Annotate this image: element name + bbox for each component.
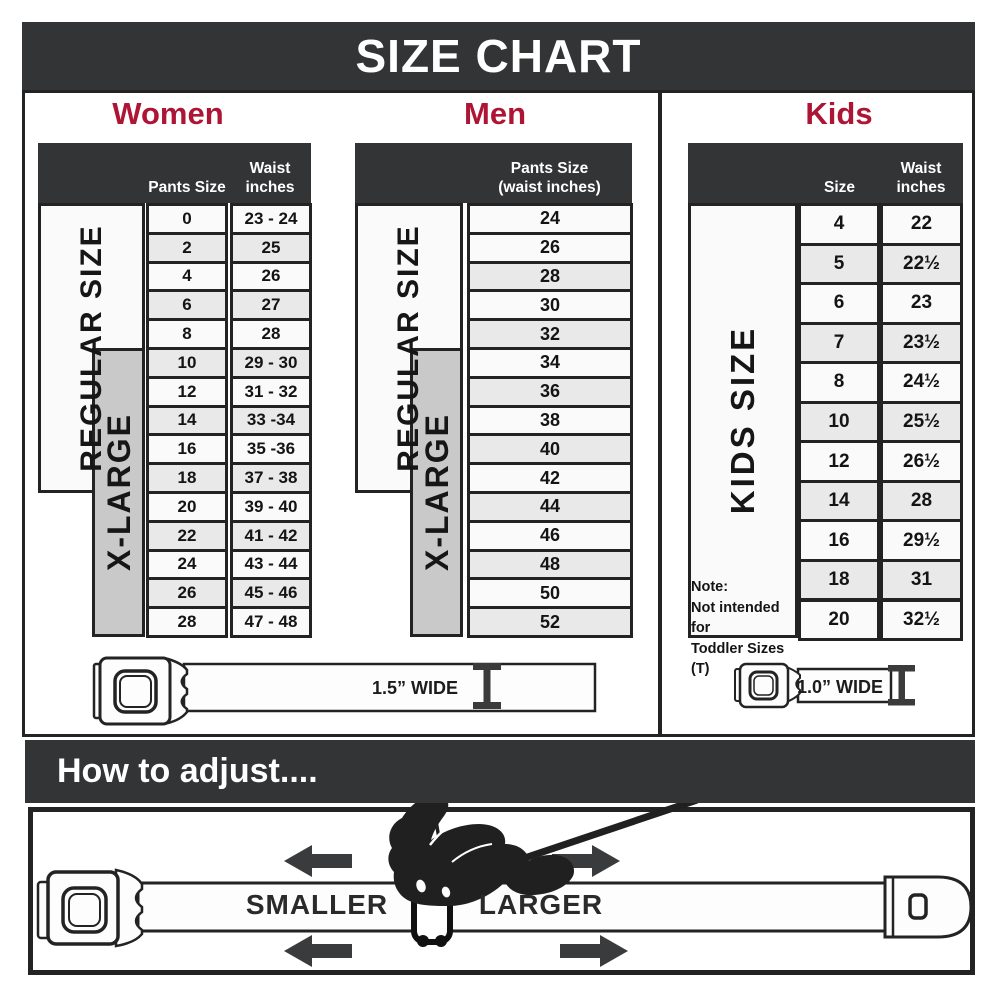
larger-label: LARGER bbox=[478, 889, 604, 920]
women-table-cell: 47 - 48 bbox=[230, 606, 312, 638]
men-regular-size-label: REGULAR SIZE bbox=[392, 224, 425, 472]
women-table-cell: 10 bbox=[146, 347, 228, 379]
adjust-belt-illustration bbox=[38, 795, 971, 967]
header-line: (waist inches) bbox=[498, 179, 601, 196]
kids-table-cell: 23 bbox=[880, 282, 963, 325]
kids-table-cell: 32½ bbox=[880, 599, 963, 642]
women-xlarge-label: X-LARGE bbox=[100, 413, 137, 571]
women-table-cell: 29 - 30 bbox=[230, 347, 312, 379]
men-table-cell: 32 bbox=[467, 318, 633, 350]
women-table-cell: 26 bbox=[230, 261, 312, 293]
note-line: Note: bbox=[691, 579, 729, 595]
arrow-left-icon bbox=[284, 935, 352, 967]
women-table-cell: 31 - 32 bbox=[230, 376, 312, 408]
women-table-cell: 20 bbox=[146, 491, 228, 523]
men-heading: Men bbox=[464, 96, 526, 131]
kids-heading: Kids bbox=[805, 96, 873, 131]
men-table-cell: 50 bbox=[467, 577, 633, 609]
women-table-cell: 12 bbox=[146, 376, 228, 408]
kids-table-cell: 29½ bbox=[880, 519, 963, 562]
kids-table-cell: 22½ bbox=[880, 243, 963, 286]
women-table-cell: 37 - 38 bbox=[230, 462, 312, 494]
kids-table-cell: 12 bbox=[798, 440, 880, 483]
belt-tip bbox=[885, 877, 971, 937]
kids-table-cell: 31 bbox=[880, 559, 963, 602]
women-table-cell: 45 - 46 bbox=[230, 577, 312, 609]
kids-table-cell: 20 bbox=[798, 599, 880, 642]
slider-foot bbox=[417, 935, 429, 947]
men-table-cell: 26 bbox=[467, 232, 633, 264]
women-table-cell: 41 - 42 bbox=[230, 520, 312, 552]
header-line: inches bbox=[896, 179, 946, 196]
men-table-cell: 52 bbox=[467, 606, 633, 638]
men-table-cell: 28 bbox=[467, 261, 633, 293]
note-line: Toddler Sizes (T) bbox=[691, 640, 785, 678]
women-table-cell: 22 bbox=[146, 520, 228, 552]
kids-table-cell: 6 bbox=[798, 282, 880, 325]
adult-belt-illustration bbox=[94, 658, 595, 724]
women-table-cell: 35 -36 bbox=[230, 433, 312, 465]
women-table-cell: 23 - 24 bbox=[230, 203, 312, 235]
women-table-cell: 8 bbox=[146, 318, 228, 350]
kids-table-cell: 4 bbox=[798, 203, 880, 246]
men-table-cell: 48 bbox=[467, 549, 633, 581]
header-line: Waist bbox=[249, 160, 291, 177]
women-table-cell: 28 bbox=[146, 606, 228, 638]
women-heading: Women bbox=[112, 96, 224, 131]
kids-size-column-header: Size bbox=[823, 179, 855, 196]
kids-table-cell: 28 bbox=[880, 480, 963, 523]
kids-table-cell: 10 bbox=[798, 401, 880, 444]
women-table-cell: 25 bbox=[230, 232, 312, 264]
men-table-cell: 44 bbox=[467, 491, 633, 523]
buckle-tongue bbox=[116, 870, 142, 946]
men-table-cell: 46 bbox=[467, 520, 633, 552]
men-xlarge-label: X-LARGE bbox=[418, 413, 455, 571]
men-table-cell: 36 bbox=[467, 376, 633, 408]
header-line: Pants Size bbox=[510, 160, 589, 177]
women-table-cell: 39 - 40 bbox=[230, 491, 312, 523]
buckle-button-inner bbox=[69, 894, 100, 926]
women-table-cell: 2 bbox=[146, 232, 228, 264]
kids-table-cell: 14 bbox=[798, 480, 880, 523]
men-table-cell: 34 bbox=[467, 347, 633, 379]
kids-belt-width-label: 1.0” WIDE bbox=[796, 677, 884, 697]
kids-table-cell: 26½ bbox=[880, 440, 963, 483]
adjust-heading: How to adjust.... bbox=[57, 752, 318, 790]
women-table-cell: 18 bbox=[146, 462, 228, 494]
arrow-left-icon bbox=[284, 845, 352, 877]
kids-table-cell: 16 bbox=[798, 519, 880, 562]
buckle-button-inner bbox=[120, 676, 151, 707]
women-table-cell: 24 bbox=[146, 549, 228, 581]
women-table-cell: 16 bbox=[146, 433, 228, 465]
women-regular-size-label: REGULAR SIZE bbox=[75, 224, 108, 472]
women-table-cell: 6 bbox=[146, 289, 228, 321]
women-table-cell: 4 bbox=[146, 261, 228, 293]
women-table-cell: 0 bbox=[146, 203, 228, 235]
women-table-cell: 26 bbox=[146, 577, 228, 609]
note-line: Not intended for bbox=[691, 599, 780, 637]
adult-belt-width-label: 1.5” WIDE bbox=[371, 678, 459, 698]
kids-table-cell: 23½ bbox=[880, 322, 963, 365]
kids-table-cell: 7 bbox=[798, 322, 880, 365]
women-table-cell: 14 bbox=[146, 405, 228, 437]
women-table-cell: 43 - 44 bbox=[230, 549, 312, 581]
kids-table-cell: 25½ bbox=[880, 401, 963, 444]
kids-table-cell: 8 bbox=[798, 361, 880, 404]
kids-table-cell: 22 bbox=[880, 203, 963, 246]
women-table-cell: 27 bbox=[230, 289, 312, 321]
header-line: inches bbox=[245, 179, 295, 196]
women-table-cell: 33 -34 bbox=[230, 405, 312, 437]
kids-table-cell: 5 bbox=[798, 243, 880, 286]
slider-foot bbox=[435, 935, 447, 947]
page-title: SIZE CHART bbox=[355, 30, 642, 82]
kids-table-cell: 18 bbox=[798, 559, 880, 602]
smaller-label: SMALLER bbox=[245, 889, 389, 920]
kids-size-label: KIDS SIZE bbox=[724, 325, 761, 515]
header-line: Waist bbox=[900, 160, 942, 177]
women-table-cell: 28 bbox=[230, 318, 312, 350]
adjust-section-banner bbox=[25, 740, 975, 803]
men-table-cell: 40 bbox=[467, 433, 633, 465]
buckle-button-inner bbox=[754, 676, 773, 695]
arrow-right-icon bbox=[560, 935, 628, 967]
men-table-cell: 24 bbox=[467, 203, 633, 235]
kids-table-cell: 24½ bbox=[880, 361, 963, 404]
men-table-cell: 42 bbox=[467, 462, 633, 494]
men-table-cell: 38 bbox=[467, 405, 633, 437]
women-size-column-header: Pants Size bbox=[148, 179, 226, 196]
men-table-cell: 30 bbox=[467, 289, 633, 321]
